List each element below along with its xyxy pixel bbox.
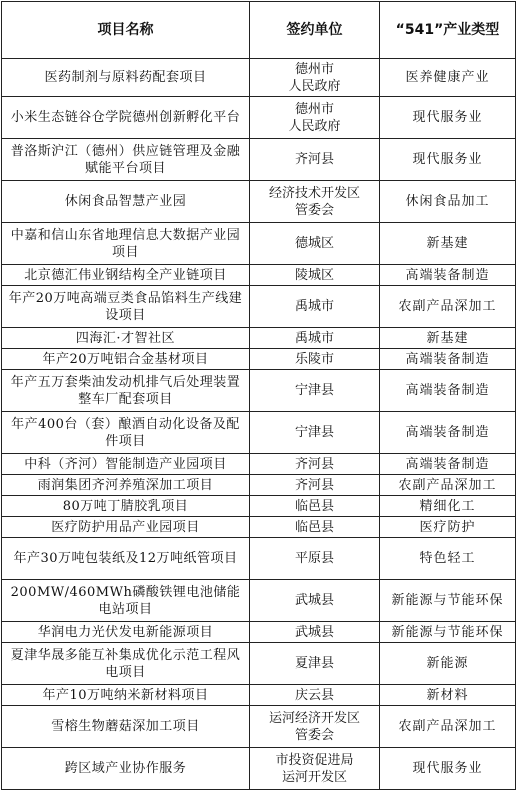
table-row	[2, 643, 516, 685]
cell-industry-type: 休闲食品加工	[380, 181, 516, 223]
table-row	[2, 622, 516, 643]
cell-signing-unit: 临邑县	[250, 496, 380, 517]
table-row	[2, 181, 516, 223]
cell-project-name: 年产20万吨铝合金基材项目	[2, 349, 250, 370]
table-row	[2, 286, 516, 328]
cell-industry-type: 高端装备制造	[380, 370, 516, 412]
cell-signing-unit: 德城区	[250, 223, 380, 265]
cell-industry-type: 特色轻工	[380, 538, 516, 580]
cell-project-name: 200MW/460MWh磷酸铁锂电池储能电站项目	[2, 580, 250, 622]
cell-project-name: 年产五万套柴油发动机排气后处理装置整车厂配套项目	[2, 370, 250, 412]
table-row	[2, 748, 516, 790]
cell-industry-type: 高端装备制造	[380, 265, 516, 286]
table-row	[2, 496, 516, 517]
table-row	[2, 454, 516, 475]
cell-industry-type: 农副产品深加工	[380, 706, 516, 748]
cell-project-name: 年产400台（套）酿酒自动化设备及配件项目	[2, 412, 250, 454]
cell-project-name: 小米生态链谷仓学院德州创新孵化平台	[2, 97, 250, 139]
cell-project-name: 雪榕生物蘑菇深加工项目	[2, 706, 250, 748]
table-row	[2, 349, 516, 370]
cell-industry-type: 医养健康产业	[380, 59, 516, 97]
cell-industry-type: 新能源	[380, 643, 516, 685]
header-signing-unit: 签约单位	[250, 2, 380, 59]
table-row	[2, 97, 516, 139]
cell-industry-type: 高端装备制造	[380, 349, 516, 370]
cell-signing-unit: 乐陵市	[250, 349, 380, 370]
table-row	[2, 265, 516, 286]
cell-project-name: 医药制剂与原料药配套项目	[2, 59, 250, 97]
cell-signing-unit: 齐河县	[250, 139, 380, 181]
cell-signing-unit: 临邑县	[250, 517, 380, 538]
cell-project-name: 年产10万吨纳米新材料项目	[2, 685, 250, 706]
table-row	[2, 139, 516, 181]
cell-industry-type: 精细化工	[380, 496, 516, 517]
cell-signing-unit: 禹城市	[250, 286, 380, 328]
cell-signing-unit: 夏津县	[250, 643, 380, 685]
cell-signing-unit: 德州市 人民政府	[250, 97, 380, 139]
cell-industry-type: 医疗防护	[380, 517, 516, 538]
cell-project-name: 中科（齐河）智能制造产业园项目	[2, 454, 250, 475]
cell-industry-type: 现代服务业	[380, 97, 516, 139]
table-row	[2, 538, 516, 580]
cell-industry-type: 农副产品深加工	[380, 286, 516, 328]
cell-signing-unit: 经济技术开发区 管委会	[250, 181, 380, 223]
table-row	[2, 370, 516, 412]
cell-project-name: 四海汇·才智社区	[2, 328, 250, 349]
table-row	[2, 580, 516, 622]
table-row	[2, 328, 516, 349]
cell-signing-unit: 宁津县	[250, 370, 380, 412]
table-row	[2, 685, 516, 706]
cell-signing-unit: 齐河县	[250, 475, 380, 496]
table-row	[2, 475, 516, 496]
cell-signing-unit: 德州市 人民政府	[250, 59, 380, 97]
cell-signing-unit: 陵城区	[250, 265, 380, 286]
cell-industry-type: 现代服务业	[380, 748, 516, 790]
cell-project-name: 休闲食品智慧产业园	[2, 181, 250, 223]
cell-project-name: 中嘉和信山东省地理信息大数据产业园项目	[2, 223, 250, 265]
table-row	[2, 706, 516, 748]
header-row	[2, 2, 516, 59]
table-body	[2, 59, 516, 790]
table-row	[2, 223, 516, 265]
header-project-name: 项目名称	[2, 2, 250, 59]
cell-signing-unit: 庆云县	[250, 685, 380, 706]
cell-signing-unit: 武城县	[250, 622, 380, 643]
cell-project-name: 年产20万吨高端豆类食品馅料生产线建设项目	[2, 286, 250, 328]
table-row	[2, 59, 516, 97]
table-row	[2, 412, 516, 454]
cell-industry-type: 新基建	[380, 328, 516, 349]
cell-signing-unit: 齐河县	[250, 454, 380, 475]
cell-project-name: 普洛斯沪江（德州）供应链管理及金融赋能平台项目	[2, 139, 250, 181]
cell-signing-unit: 宁津县	[250, 412, 380, 454]
cell-project-name: 医疗防护用品产业园项目	[2, 517, 250, 538]
project-table	[1, 1, 516, 790]
table-row	[2, 517, 516, 538]
cell-project-name: 北京德汇伟业钢结构全产业链项目	[2, 265, 250, 286]
cell-project-name: 跨区域产业协作服务	[2, 748, 250, 790]
cell-industry-type: 新材料	[380, 685, 516, 706]
cell-signing-unit: 平原县	[250, 538, 380, 580]
cell-industry-type: 高端装备制造	[380, 454, 516, 475]
cell-industry-type: 农副产品深加工	[380, 475, 516, 496]
cell-industry-type: 新能源与节能环保	[380, 622, 516, 643]
cell-project-name: 年产30万吨包装纸及12万吨纸管项目	[2, 538, 250, 580]
cell-signing-unit: 运河经济开发区 管委会	[250, 706, 380, 748]
cell-project-name: 夏津华晟多能互补集成优化示范工程风电项目	[2, 643, 250, 685]
cell-industry-type: 新能源与节能环保	[380, 580, 516, 622]
cell-project-name: 华润电力光伏发电新能源项目	[2, 622, 250, 643]
cell-industry-type: 高端装备制造	[380, 412, 516, 454]
header-industry-type: “541”产业类型	[380, 2, 516, 59]
cell-project-name: 雨润集团齐河养殖深加工项目	[2, 475, 250, 496]
cell-signing-unit: 禹城市	[250, 328, 380, 349]
cell-signing-unit: 市投资促进局 运河开发区	[250, 748, 380, 790]
cell-industry-type: 现代服务业	[380, 139, 516, 181]
cell-signing-unit: 武城县	[250, 580, 380, 622]
cell-industry-type: 新基建	[380, 223, 516, 265]
cell-project-name: 80万吨丁腈胶乳项目	[2, 496, 250, 517]
